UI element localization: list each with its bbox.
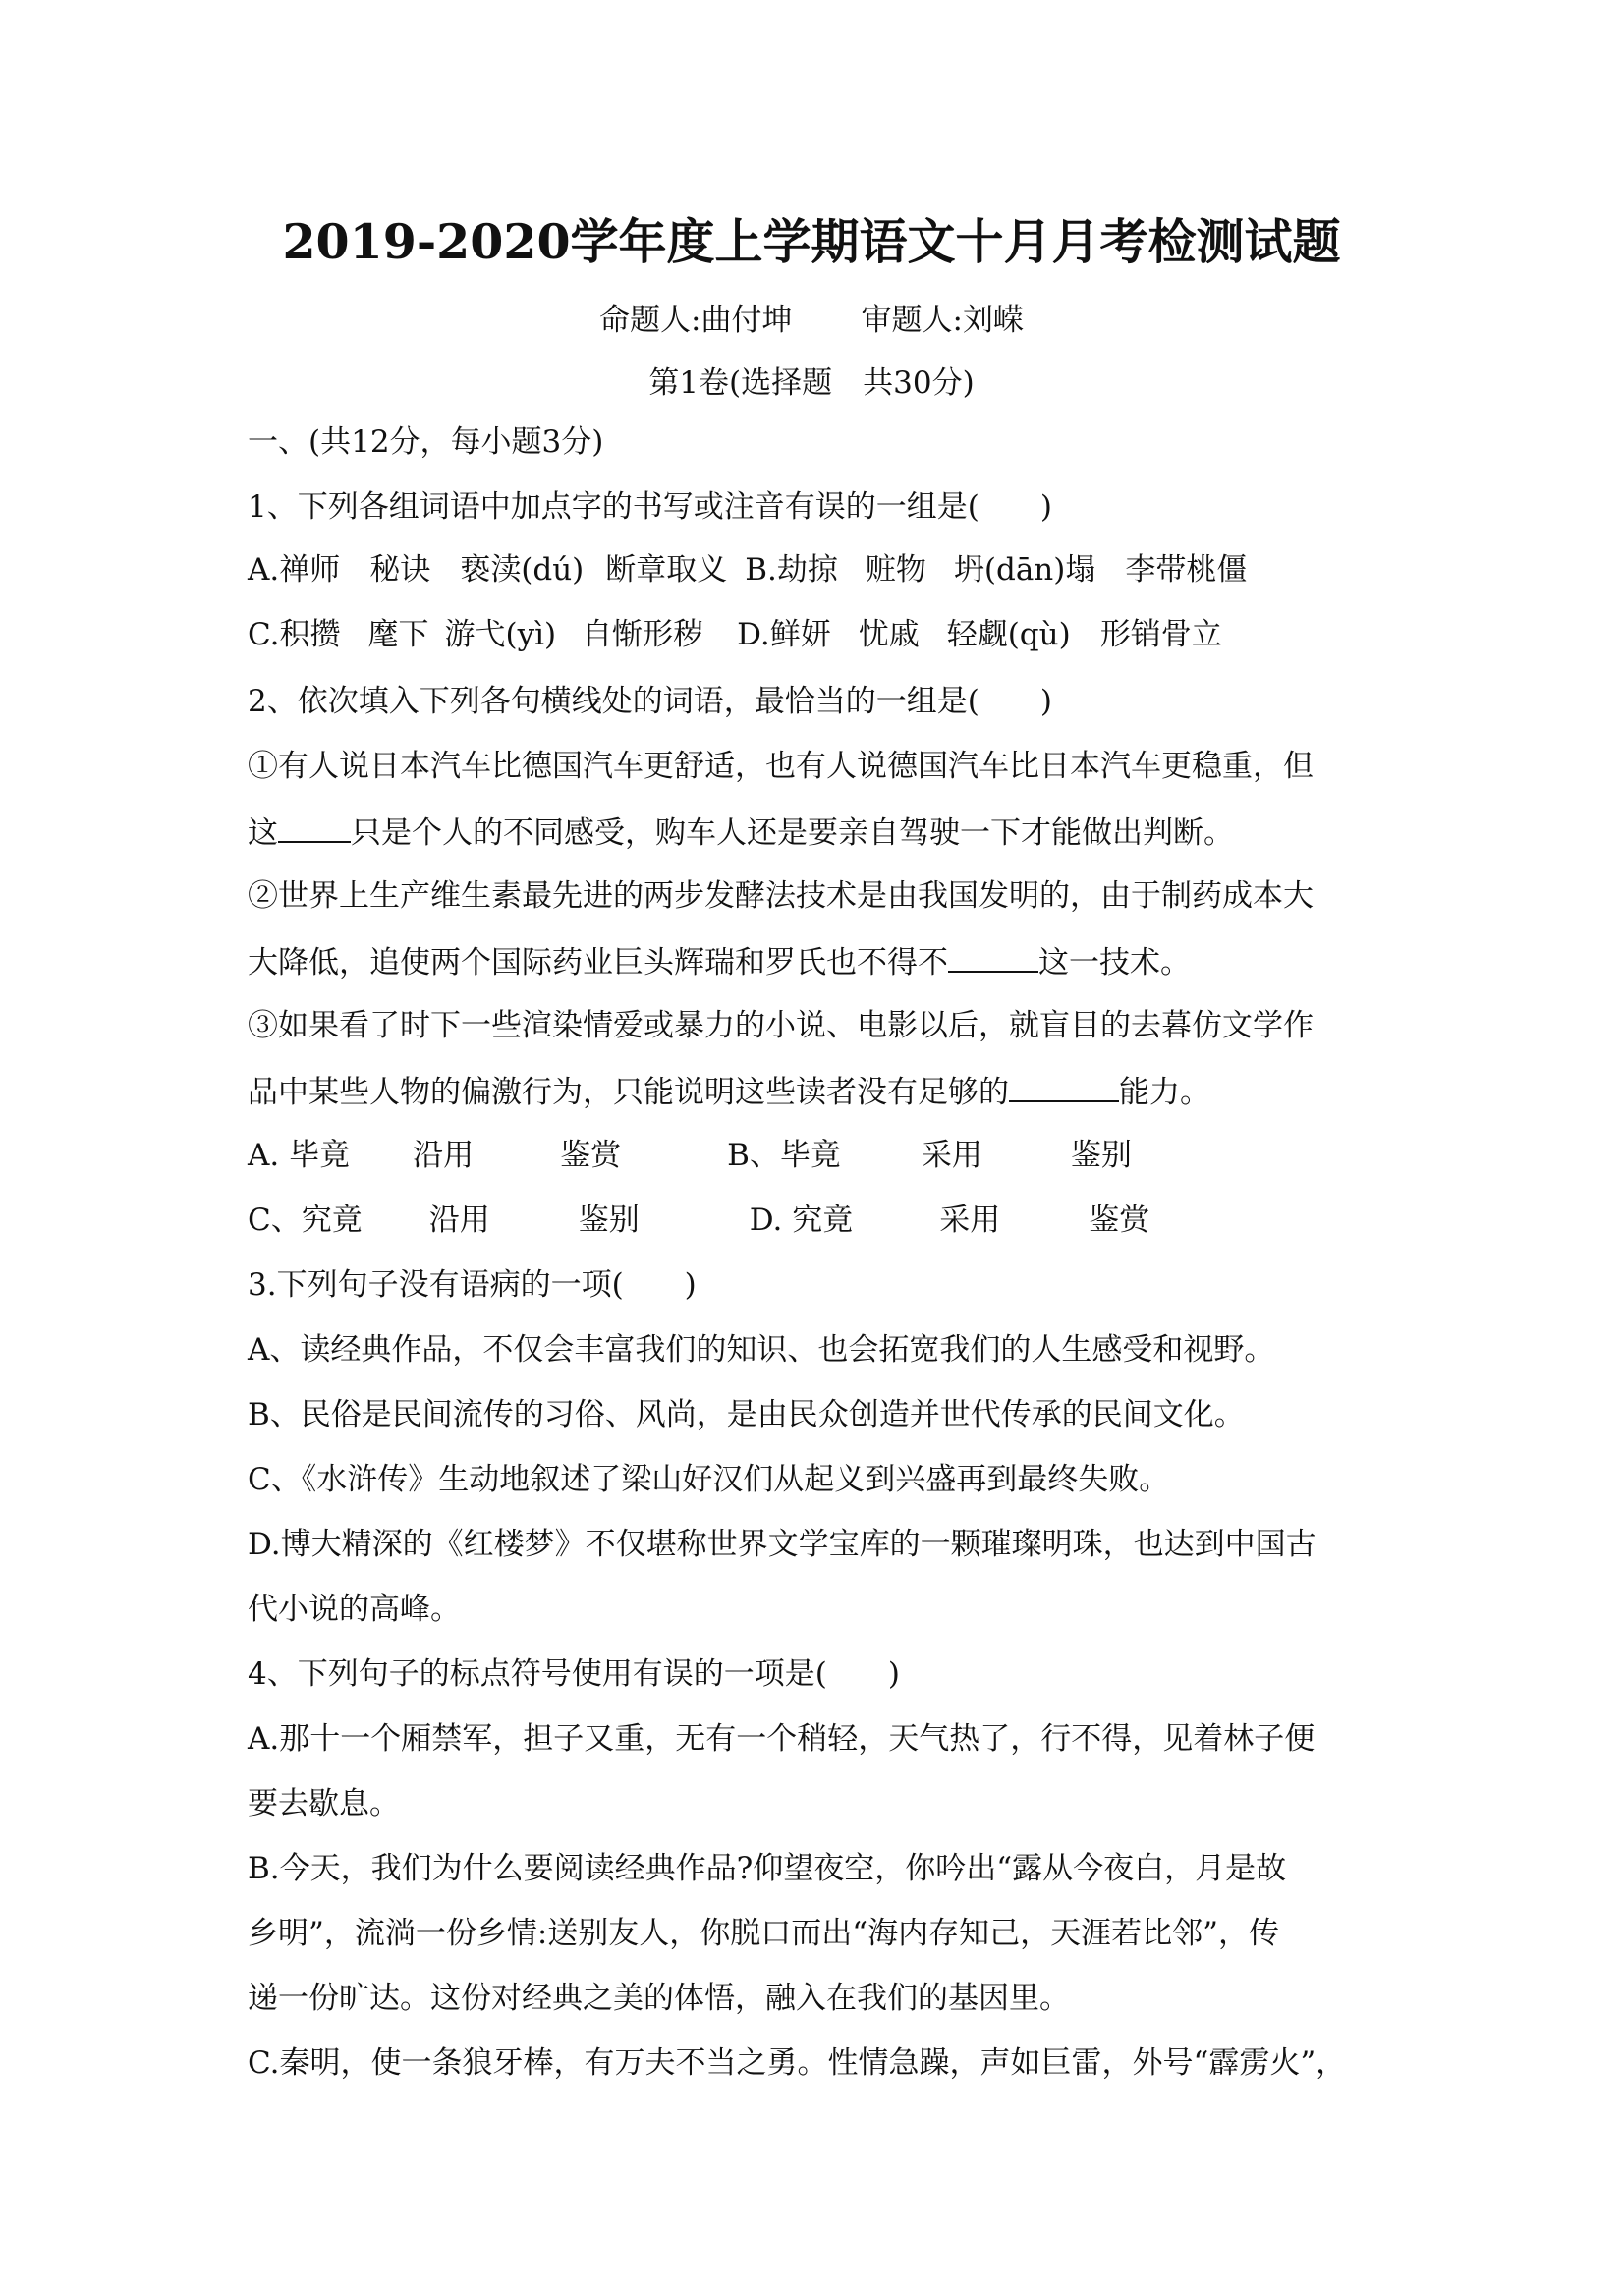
q3-option-d-line1: D.博大精深的《红楼梦》不仅堪称世界文学宝库的一颗璀璨明珠，也达到中国古 [248, 1527, 1316, 1562]
q2-blank-3[interactable] [1009, 1071, 1119, 1102]
q1-d-2: 忧戚 [858, 617, 920, 652]
q2-s1-pre: 这 [248, 815, 278, 851]
q2-s1-line1: ①有人说日本汽车比德国汽车更舒适，也有人说德国汽车比日本汽车更稳重，但 [248, 749, 1314, 784]
q2-s2-post: 这一技术。 [1038, 945, 1191, 980]
q2-blank-1[interactable] [278, 812, 351, 843]
q1-a-2: 秘诀 [369, 552, 431, 588]
q4-option-a-line2: 要去歇息。 [248, 1786, 400, 1821]
q2-a-2: 沿用 [413, 1138, 475, 1173]
q2-a-1: A. 毕竟 [248, 1138, 351, 1173]
q1-c-2: 麾下 [367, 617, 429, 652]
q1-c-3: 游弋(yì) [444, 617, 557, 652]
q1-d-3: 轻觑(qù) [946, 617, 1071, 652]
q2-s2-line1: ②世界上生产维生素最先进的两步发酵法技术是由我国发明的，由于制药成本大 [248, 878, 1314, 914]
q2-options-cd [248, 1201, 1149, 1240]
q4-option-b-line1: B.今天，我们为什么要阅读经典作品?仰望夜空，你吟出“露从今夜白，月是故 [248, 1851, 1287, 1886]
volume-heading: 第1卷(选择题 共30分) [648, 365, 975, 401]
q2-s3-pre: 品中某些人物的偏激行为，只能说明这些读者没有足够的 [248, 1075, 1009, 1110]
q1-b-2: 赃物 [865, 552, 926, 588]
q1-b-3: 坍(dān)塌 [953, 552, 1096, 588]
q2-c-1: C、究竟 [248, 1203, 363, 1238]
q1-c-1: C.积攒 [248, 617, 341, 652]
q1-stem: 1、下列各组词语中加点字的书写或注音有误的一组是( ) [248, 489, 1052, 525]
q2-s2-pre: 大降低，追使两个国际药业巨头辉瑞和罗氏也不得不 [248, 945, 948, 980]
q1-options-ab [248, 550, 1247, 589]
q2-s3-line2 [248, 1071, 1210, 1112]
section-heading: 一、(共12分，每小题3分) [248, 424, 604, 460]
q1-options-cd [248, 615, 1222, 654]
q4-option-a-line1: A.那十一个厢禁军，担子又重，无有一个稍轻，天气热了，行不得，见着林子便 [248, 1721, 1315, 1757]
q2-d-3: 鉴赏 [1089, 1203, 1150, 1238]
q2-b-2: 采用 [921, 1138, 982, 1173]
q2-d-2: 采用 [939, 1203, 1001, 1238]
q1-a-3: 亵渎(dú) [460, 552, 585, 588]
exam-title: 2019-2020学年度上学期语文十月月考检测试题 [282, 213, 1341, 270]
q1-b-1: B.劫掠 [745, 552, 838, 588]
q4-option-c-line1: C.秦明，使一条狼牙棒，有万夫不当之勇。性情急躁，声如巨雷，外号“霹雳火”， [248, 2045, 1347, 2081]
q3-stem: 3.下列句子没有语病的一项( ) [248, 1267, 697, 1303]
q4-option-b-line3: 递一份旷达。这份对经典之美的体悟，融入在我们的基因里。 [248, 1981, 1070, 2016]
q2-d-1: D. 究竟 [749, 1203, 854, 1238]
q2-stem: 2、依次填入下列各句横线处的词语，最恰当的一组是( ) [248, 684, 1052, 719]
q2-c-2: 沿用 [428, 1203, 490, 1238]
q2-s1-post: 只是个人的不同感受，购车人还是要亲自驾驶一下才能做出判断。 [351, 815, 1234, 851]
q2-a-3: 鉴赏 [560, 1138, 622, 1173]
q3-option-c: C、《水浒传》生动地叙述了梁山好汉们从起义到兴盛再到最终失败。 [248, 1462, 1170, 1497]
setter: 命题人:曲付坤 [599, 303, 793, 338]
q2-c-3: 鉴别 [578, 1203, 640, 1238]
q2-b-1: B、毕竟 [727, 1138, 841, 1173]
q1-b-4: 李带桃僵 [1125, 552, 1248, 588]
q1-a-1: A.禅师 [248, 552, 341, 588]
q2-blank-2[interactable] [948, 941, 1038, 973]
q3-option-a: A、读经典作品，不仅会丰富我们的知识、也会拓宽我们的人生感受和视野。 [248, 1332, 1275, 1368]
q1-d-1: D.鲜妍 [737, 617, 831, 652]
q2-b-3: 鉴别 [1070, 1138, 1132, 1173]
q2-s2-line2 [248, 941, 1191, 982]
q3-option-d-line2: 代小说的高峰。 [248, 1592, 461, 1627]
q1-a-4: 断章取义 [605, 552, 728, 588]
authors-line [0, 295, 1623, 339]
q4-option-b-line2: 乡明”，流淌一份乡情:送别友人，你脱口而出“海内存知己，天涯若比邻”，传 [248, 1916, 1279, 1951]
q3-option-b: B、民俗是民间流传的习俗、风尚，是由民众创造并世代传承的民间文化。 [248, 1397, 1245, 1432]
q1-d-4: 形销骨立 [1099, 617, 1222, 652]
q2-s1-line2 [248, 812, 1234, 853]
reviewer: 审题人:刘嵘 [861, 303, 1024, 338]
q1-c-4: 自惭形秽 [582, 617, 704, 652]
q2-s3-post: 能力。 [1119, 1075, 1210, 1110]
q4-stem: 4、下列句子的标点符号使用有误的一项是( ) [248, 1656, 900, 1692]
q2-s3-line1: ③如果看了时下一些渲染情爱或暴力的小说、电影以后，就盲目的去暮仿文学作 [248, 1008, 1314, 1043]
q2-options-ab [248, 1136, 1132, 1175]
